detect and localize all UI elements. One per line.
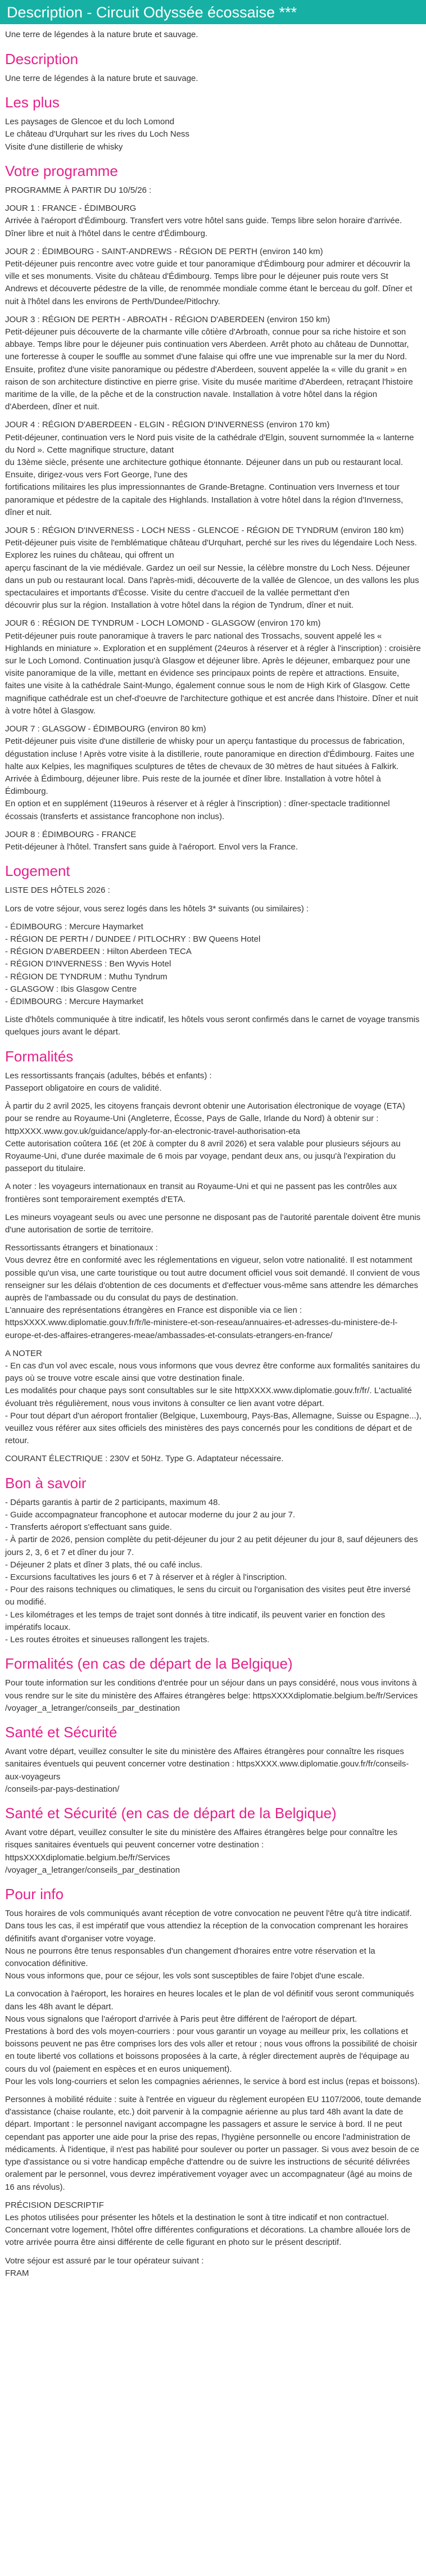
good-to-know-item: - Excursions facultatives les jours 6 et 7 à réserver et à régler à l'inscription.	[5, 1572, 287, 1583]
highlight-item: Le château d'Urquhart sur les rives du Loch Ness	[5, 129, 190, 139]
good-to-know-heading: Bon à savoir	[5, 1474, 87, 1492]
day-title: JOUR 8 : ÉDIMBOURG - FRANCE	[5, 829, 137, 839]
day-block	[5, 246, 422, 308]
formalities-be-heading: Formalités (en cas de départ de la Belgique)	[5, 1655, 293, 1673]
program-subtitle: PROGRAMME À PARTIR DU 10/5/26 :	[5, 185, 152, 195]
good-to-know-item: - Transferts aéroport s'effectuant sans guide.	[5, 1522, 172, 1533]
formalities-paragraph: A noter : les voyageurs internationaux en transit au Royaume-Uni et qui ne passent pas les contrôles aux frontières sont temporairement exemptés d'ETA.	[5, 1182, 397, 1204]
day-text: Petit-déjeuner puis visite d'une distillerie de whisky pour un aperçu fantastique du processus de fabrication, dégustation incluse ! Après votre visite à la distillerie, route panoramique en direction d'Édimbourg. Faites une halte aux Kelpies, les magnifiques sculptures de têtes de chevaux de 30 mètres de haut situées à Falkirk. Arrivée à Édimbourg, déjeuner libre. Puis reste de la journée et dîner libre. Installation à votre hôtel à Édimbourg. En option et en supplément (119euros à réserver et à régler à l'inscription) : dîner-spectacle traditionnel écossais (transferts et assistance francophone non inclus).	[5, 736, 415, 821]
good-to-know-item: - Déjeuner 2 plats et dîner 3 plats, thé ou café inclus.	[5, 1560, 203, 1570]
day-text: Petit-déjeuner puis rencontre avec votre guide et tour panoramique d'Édimbourg pour admirer et découvrir la ville et ses monuments. Visite du château d'Édimbourg. Temps libre pour le déjeuner puis route vers St Andrews et découverte pédestre de la ville, de renommée mondiale comme étant le berceau du golf. Dîner et nuit à l'hôtel dans les environs de Perth/Dundee/Pitlochry.	[5, 259, 413, 306]
good-to-know-item: - Départs garantis à partir de 2 participants, maximum 48.	[5, 1497, 220, 1507]
highlights-list	[5, 116, 422, 153]
day-block	[5, 202, 422, 240]
day-title: JOUR 7 : GLASGOW - ÉDIMBOURG (environ 80 km)	[5, 724, 206, 734]
formalities-paragraph: À partir du 2 avril 2025, les citoyens français devront obtenir une Autorisation électronique de voyage (ETA) pour se rendre au Royaume-Uni (Angleterre, Écosse, Pays de Galle, Irlande du Nord) à obtenir sur : httpXXXX.www.gov.uk/guidance/apply-for-an-electronic-travel-authorisation-eta Cette autorisation coûtera 16£ (et 20£ à compter du 8 avril 2026) et sera valable pour plusieurs séjours au Royaume-Uni, d'une durée maximale de 6 mois par voyage, pendant deux ans, ou jusqu'à l'expiration du passeport du titulaire.	[5, 1101, 405, 1174]
description-text: Une terre de légendes à la nature brute et sauvage.	[5, 73, 198, 83]
health-be-heading: Santé et Sécurité (en cas de départ de la Belgique)	[5, 1805, 337, 1822]
day-block	[5, 617, 422, 717]
good-to-know-item: - Les routes étroites et sinueuses rallongent les trajets.	[5, 1635, 210, 1645]
good-to-know-list	[5, 1497, 422, 1646]
day-title: JOUR 1 : FRANCE - ÉDIMBOURG	[5, 204, 137, 214]
description-heading: Description	[5, 50, 79, 67]
lodging-heading: Logement	[5, 862, 70, 880]
day-block	[5, 314, 422, 414]
program-heading: Votre programme	[5, 162, 118, 179]
formalities-paragraph: Les ressortissants français (adultes, bébés et enfants) : Passeport obligatoire en cours de validité.	[5, 1070, 212, 1093]
good-to-know-item: - Les kilométrages et les temps de trajet sont donnés à titre indicatif, ils peuvent varier en fonction des impératifs locaux.	[5, 1610, 386, 1632]
hotel-item: - RÉGION DE PERTH / DUNDEE / PITLOCHRY : BW Queens Hotel	[5, 934, 261, 944]
hotel-item: - ÉDIMBOURG : Mercure Haymarket	[5, 996, 143, 1006]
day-title: JOUR 3 : RÉGION DE PERTH - ABROATH - RÉGION D'ABERDEEN (environ 150 km)	[5, 314, 330, 324]
day-text: Petit-déjeuner à l'hôtel. Transfert sans guide à l'aéroport. Envol vers la France.	[5, 842, 298, 852]
good-to-know-item: - À partir de 2026, pension complète du petit-déjeuner du jour 2 au petit déjeuner du jour 8, sauf déjeuners des jours 2, 3, 6 et 7 et dîner du jour 7.	[5, 1535, 418, 1557]
day-title: JOUR 6 : RÉGION DE TYNDRUM - LOCH LOMOND - GLASGOW (environ 170 km)	[5, 618, 321, 629]
good-to-know-item: - Pour des raisons techniques ou climatiques, le sens du circuit ou l'organisation des visites peut être inversé ou modifié.	[5, 1585, 411, 1607]
lodging-intro: Lors de votre séjour, vous serez logés dans les hôtels 3* suivants (ou similaires) :	[5, 903, 309, 914]
lodging-subtitle: LISTE DES HÔTELS 2026 :	[5, 885, 110, 896]
day-title: JOUR 2 : ÉDIMBOURG - SAINT-ANDREWS - RÉGION DE PERTH (environ 140 km)	[5, 246, 323, 256]
formalities-be-text: Pour toute information sur les conditions d'entrée pour un séjour dans un pays considéré, nous vous invitons à vous rendre sur le site du ministère des Affaires étrangères belge: httpsXXXXdiplomatie.belgium.be/fr/Services /voyager_a_letranger/conseils_par_destination	[5, 1678, 418, 1713]
health-heading: Santé et Sécurité	[5, 1724, 117, 1741]
formalities-paragraph: COURANT ÉLECTRIQUE : 230V et 50Hz. Type G. Adaptateur nécessaire.	[5, 1454, 284, 1464]
day-title: JOUR 4 : RÉGION D'ABERDEEN - ELGIN - RÉGION D'INVERNESS (environ 170 km)	[5, 420, 330, 430]
formalities-paragraph: A NOTER - En cas d'un vol avec escale, nous vous informons que vous devrez être conforme aux formalités sanitaires du pays où se trouve votre escale ainsi que votre destination finale. Les modalités pour chaque pays sont consultables sur le site httpXXXX.www.diplomatie.gouv.fr/fr/. L'actualité évoluant très régulièrement, nous vous invitons à consulter ce lien avant votre départ. - Pour tout départ d'un aéroport frontalier (Belgique, Luxembourg, Pays-Bas, Allemagne, Suisse ou Espagne...), veuillez vous référer aux sites officiels des ministères des pays concernés pour les conditions de départ et de retour.	[5, 1348, 422, 1446]
hotel-item: - RÉGION DE TYNDRUM : Muthu Tyndrum	[5, 971, 167, 982]
lodging-note: Liste d'hôtels communiquée à titre indicatif, les hôtels vous seront confirmés dans le carnet de voyage transmis quelques jours avant le départ.	[5, 1015, 420, 1037]
formalities-paragraph: Ressortissants étrangers et binationaux : Vous devrez être en conformité avec les réglementations en vigueur, selon votre nationalité. Il est notamment possible qu'un visa, une carte touristique ou tout autre document officiel vous soit demandé. Il convient de vous renseigner sur les délais d'obtention de ces documents et d'effectuer vous-même sans attendre les démarches auprès de l'ambassade ou du consulat du pays de destination. L'annuaire des représentations étrangères en France est disponible via ce lien : httpsXXXX.www.diplomatie.gouv.fr/fr/le-ministere-et-son-reseau/annuaires-et-adresses-du-ministere-de-l-europe-et-des-affaires-etrangeres-meae/ambassades-et-consulats-etrangers-en-france/	[5, 1243, 420, 1340]
day-text: Petit-déjeuner puis route panoramique à travers le parc national des Trossachs, souvent appelé les « Highlands en miniature ». Exploration et en supplément (24euros à réserver et à régler à l'inscription) : croisière sur le Loch Lomond. Continuation jusqu'à Glasgow et déjeuner libre. Après le déjeuner, embarquez pour une visite panoramique de la ville, mettant en évidence ses principaux points de repère et attractions. Ensuite, faites une visite à la cathédrale Saint-Mungo, également connue sous le nom de High Kirk of Glasgow. Cette magnifique cathédrale est un chef-d'oeuvre de l'architecture gothique et est ancrée dans l'histoire. Dîner et nuit à votre hôtel à Glasgow.	[5, 631, 421, 716]
day-title: JOUR 5 : RÉGION D'INVERNESS - LOCH NESS - GLENCOE - RÉGION DE TYNDRUM (environ 180 km)	[5, 526, 404, 536]
info-paragraph: PRÉCISION DESCRIPTIF Les photos utilisées pour présenter les hôtels et la destination le sont à titre indicatif et non contractuel. Concernant votre logement, l'hôtel offre différentes configurations et décorations. La chambre allouée lors de votre arrivée pourra être ainsi différente de celle figurant en photo sur le présent descriptif.	[5, 2200, 411, 2248]
hotel-item: - RÉGION D'INVERNESS : Ben Wyvis Hotel	[5, 959, 171, 969]
hotel-item: - GLASGOW : Ibis Glasgow Centre	[5, 984, 137, 994]
highlight-item: Les paysages de Glencoe et du loch Lomond	[5, 117, 175, 127]
health-be-text: Avant votre départ, veuillez consulter le site du ministère des Affaires étrangères belge pour connaître les risques sanitaires éventuels qui peuvent concerner votre destination : httpsXXXXdiplomatie.belgium.be/fr/Services /voyager_a_letranger/conseils_par_destination	[5, 1828, 398, 1875]
day-text: Petit-déjeuner, continuation vers le Nord puis visite de la cathédrale d'Elgin, souvent surnommée la « lanterne du Nord ». Cette magnifique structure, datant du 13ème siècle, présente une architecture gothique étonnante. Déjeuner dans un pub ou restaurant local. Ensuite, dirigez-vous vers Fort George, l'une des fortifications militaires les plus impressionnantes de Grande-Bretagne. Continuation vers Inverness et tour panoramique et pédestre de la capitale des Highlands. Installation à votre hôtel dans la région d'Inverness, dîner et nuit.	[5, 432, 414, 517]
health-text: Avant votre départ, veuillez consulter le site du ministère des Affaires étrangères pour connaître les risques sanitaires éventuels qui peuvent concerner votre destination : httpsXXXX.www.diplomatie.gouv.fr/fr/conseils-aux-voyageurs /conseils-par-pays-destination/	[5, 1747, 409, 1794]
formalities-paragraph: Les mineurs voyageant seuls ou avec une personne ne disposant pas de l'autorité parentale doivent être munis d'une autorisation de sortie de territoire.	[5, 1212, 421, 1235]
formalities-heading: Formalités	[5, 1047, 74, 1065]
day-block	[5, 723, 422, 823]
info-paragraph: Votre séjour est assuré par le tour opérateur suivant : FRAM	[5, 2256, 204, 2278]
hotel-item: - ÉDIMBOURG : Mercure Haymarket	[5, 921, 143, 932]
day-block	[5, 829, 422, 853]
day-text: Petit-déjeuner puis visite de l'emblématique château d'Urquhart, perché sur les rives du légendaire Loch Ness. Explorez les ruines du château, qui offrent un aperçu fascinant de la vie médiévale. Gardez un oeil sur Nessie, la célèbre monstre du Loch Ness. Déjeuner dans un pub ou restaurant local. Dans l'après-midi, découverte de la vallée de Glencoe, un des vallons les plus spectaculaires et importants d'Écosse. Visite du centre d'accueil de la vallée permettant d'en découvrir plus sur la région. Installation à votre hôtel dans la région de Tyndrum, dîner et nuit.	[5, 538, 419, 611]
highlights-heading: Les plus	[5, 93, 60, 111]
highlight-item: Visite d'une distillerie de whisky	[5, 142, 123, 152]
day-text: Petit-déjeuner puis découverte de la charmante ville côtière d'Arbroath, connue pour sa riche histoire et son abbaye. Temps libre pour le déjeuner puis continuation vers Aberdeen. Arrêt photo au château de Dunnottar, une forteresse à couper le souffle au sommet d'une falaise qui offre une vue imprenable sur la mer du Nord. Ensuite, profitez d'une visite panoramique ou pédestre d'Aberdeen, souvent appelée la « ville du granit » en raison de son architecture distinctive en pierre grise. Visite du musée maritime d'Aberdeen, retraçant l'histoire maritime de la ville, de la pêche et de la construction navale. Installation à votre hôtel dans la région d'Aberdeen, dîner et nuit.	[5, 327, 413, 412]
info-paragraph: Personnes à mobilité réduite : suite à l'entrée en vigueur du règlement européen EU 1107/2006, toute demande d'assistance (chaise roulante, etc.) doit parvenir à la compagnie aérienne au plus tard 48h avant la date de départ. Important : le personnel navigant accompagne les passagers et assure le service à bord. Il ne peut cependant pas apporter une aide pour la prise des repas, l'hygiène personnelle ou encore l'administration de médicaments. À l'identique, il n'est pas habilité pour soulever ou porter un passager. Si vous avez besoin de ce type d'assistance ou si votre handicap empêche d'attendre ou de suivre les instructions de sécurité délivrées oralement par le personnel, vous devrez impérativement voyager avec un accompagnateur (âgé au moins de 16 ans révolus).	[5, 2095, 422, 2192]
info-paragraph: Tous horaires de vols communiqués avant réception de votre convocation ne peuvent l'être qu'à titre indicatif. Dans tous les cas, il est impératif que vous attendiez la réception de la convocation comprenant les horaires définitifs avant d'organiser votre voyage. Nous ne pourrons être tenus responsables d'un changement d'horaires entre votre réservation et la convocation définitive. Nous vous informons que, pour ce séjour, les vols sont susceptibles de faire l'objet d'une escale.	[5, 1909, 412, 1981]
day-block	[5, 525, 422, 612]
intro-tagline: Une terre de légendes à la nature brute et sauvage.	[5, 30, 198, 40]
content	[0, 29, 426, 2280]
day-block	[5, 419, 422, 519]
page-title: Description - Circuit Odyssée écossaise ***	[0, 0, 426, 24]
info-paragraph: La convocation à l'aéroport, les horaires en heures locales et le plan de vol définitif vous seront communiqués dans les 48h avant le départ. Nous vous signalons que l'aéroport d'arrivée à Paris peut être différent de l'aéroport de départ. Prestations à bord des vols moyen-courriers : pour vous garantir un voyage au meilleur prix, les collations et boissons peuvent ne pas être comprises lors des vols aller et retour ; nous vous offrons la possibilité de choisir en toute liberté vos collations et boissons proposées à la carte, à régler directement auprès de l'équipage au cours du vol (paiement en espèces et en euros uniquement). Pour les vols long-courriers et selon les compagnies aériennes, le service à bord est inclus (repas et boissons).	[5, 1989, 420, 2086]
info-heading: Pour info	[5, 1886, 64, 1903]
hotel-list	[5, 921, 422, 1008]
good-to-know-item: - Guide accompagnateur francophone et autocar moderne du jour 2 au jour 7.	[5, 1510, 296, 1520]
day-text: Arrivée à l'aéroport d'Édimbourg. Transfert vers votre hôtel sans guide. Temps libre selon horaire d'arrivée. Dîner libre et nuit à l'hôtel dans le centre d'Édimbourg.	[5, 216, 402, 238]
hotel-item: - RÉGION D'ABERDEEN : Hilton Aberdeen TECA	[5, 947, 192, 957]
